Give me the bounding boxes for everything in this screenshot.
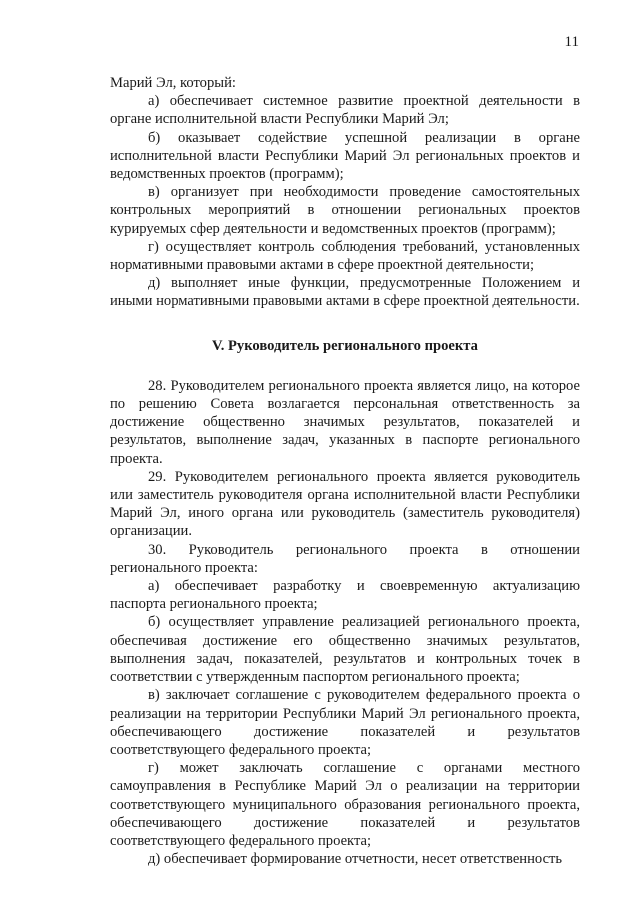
clause-30-item-v: в) заключает соглашение с руководителем федерального проекта о реализации на территории Республики Марий Эл регионального проекта, обеспечивающего достижение показателей и результатов соответствующего федерального проекта; [110, 687, 580, 758]
clause-30-item-a: а) обеспечивает разработку и своевременную актуализацию паспорта регионального проекта; [110, 578, 580, 613]
list-item-b: б) оказывает содействие успешной реализации в органе исполнительной власти Республики Марий Эл региональных проектов и ведомственных проектов (программ); [110, 129, 580, 183]
document-body [110, 74, 580, 868]
clause-30-item-g: г) может заключать соглашение с органами местного самоуправления в Республике Марий Эл о реализации на территории соответствующего муниципального образования регионального проекта, обеспечивающего достижение показателей и результатов соответствующего федерального проекта; [110, 760, 580, 849]
clause-28: 28. Руководителем регионального проекта является лицо, на которое по решению Совета возлагается персональная ответственность за достижение общественно значимых результатов, показателей и результатов, выполнение задач, указанных в паспорте регионального проекта. [110, 377, 580, 467]
clause-30: 30. Руководитель регионального проекта в отношении регионального проекта: [110, 541, 580, 576]
list-item-g: г) осуществляет контроль соблюдения требований, установленных нормативными правовыми актами в сфере проектной деятельности; [110, 238, 580, 274]
paragraph-continuation: Марий Эл, который: [110, 75, 236, 91]
list-item-d: д) выполняет иные функции, предусмотренные Положением и иными нормативными правовыми актами в сфере проектной деятельности. [110, 275, 580, 310]
clause-29: 29. Руководителем регионального проекта является руководитель или заместитель руководителя органа исполнительной власти Республики Марий Эл, иного органа или руководитель (заместитель руководителя) организации. [110, 468, 580, 540]
clause-30-item-d: д) обеспечивает формирование отчетности, несет ответственность [148, 851, 563, 868]
page-number: 11 [564, 34, 579, 50]
list-item-v: в) организует при необходимости проведение самостоятельных контрольных мероприятий в отношении региональных проектов курируемых сфер деятельности и ведомственных проектов (программ); [110, 184, 580, 237]
clause-30-item-b: б) осуществляет управление реализацией регионального проекта, обеспечивая достижение его общественно значимых результатов, выполнения задач, показателей, результатов и контрольных точек в соответствии с утвержденным паспортом регионального проекта; [110, 614, 580, 686]
list-item-a: а) обеспечивает системное развитие проектной деятельности в органе исполнительной власти Республики Марий Эл; [110, 93, 580, 128]
section-heading: V. Руководитель регионального проекта [212, 337, 478, 354]
